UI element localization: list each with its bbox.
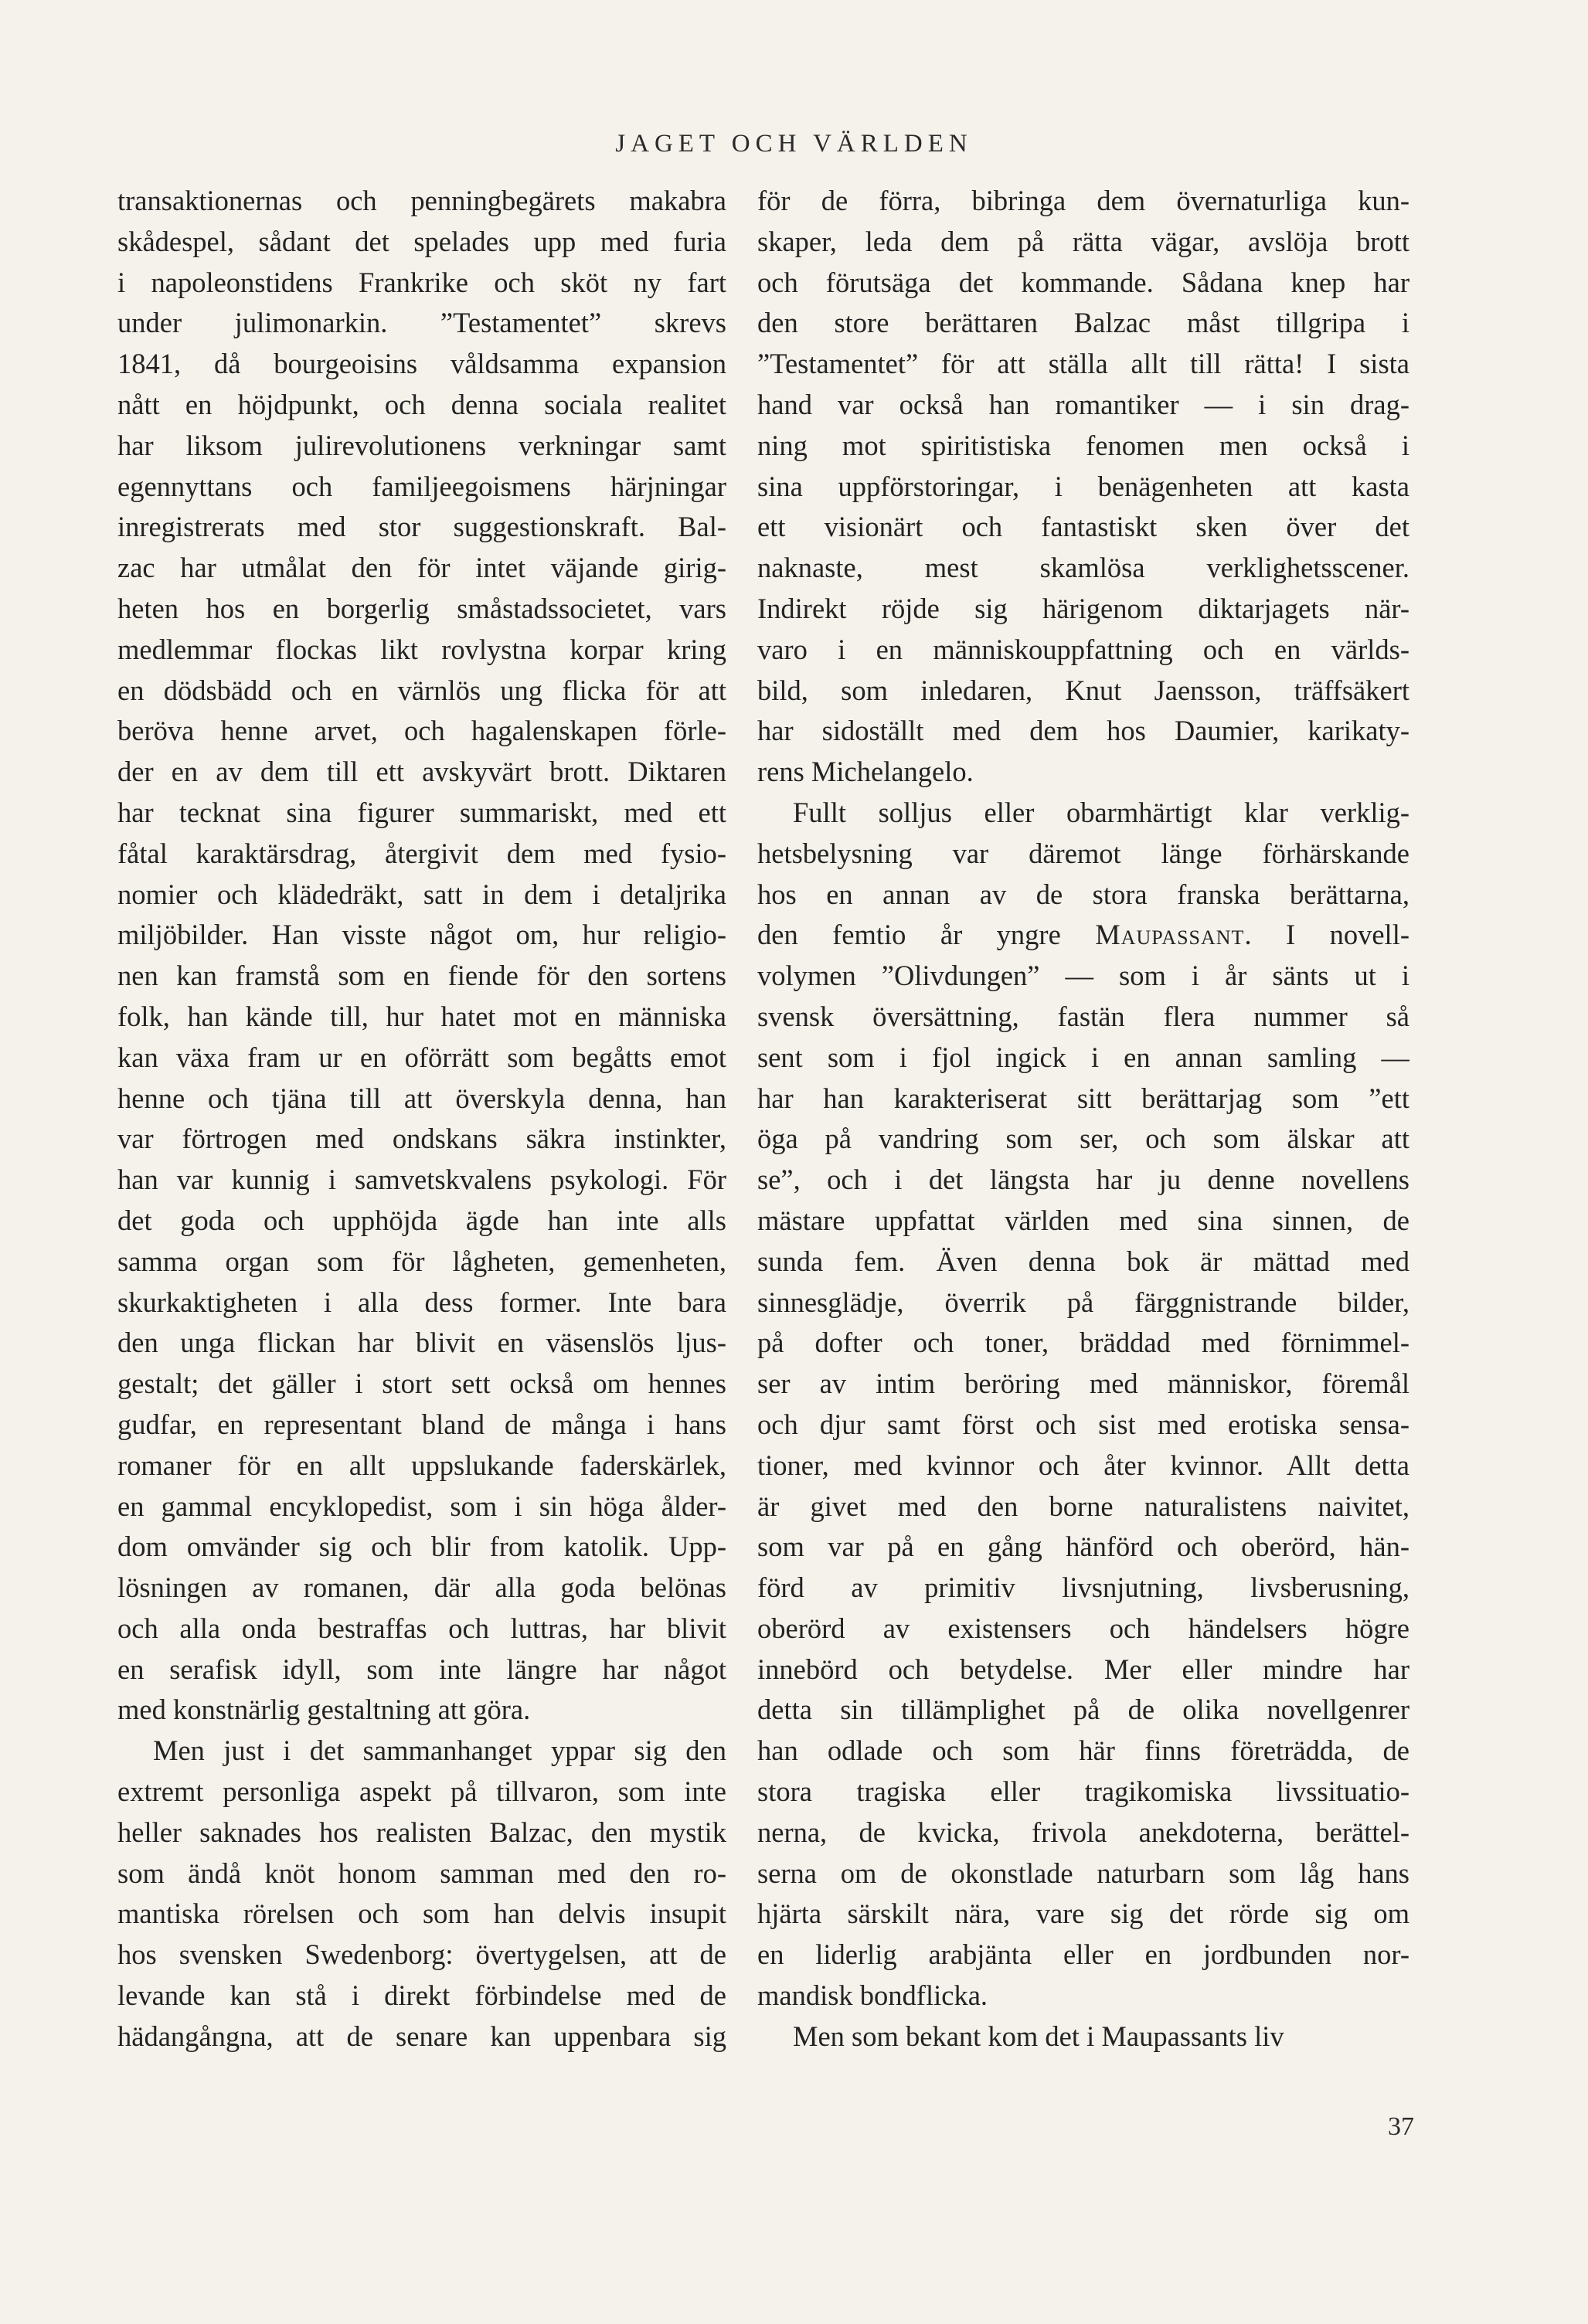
text-line: tioner, med kvinnor och åter kvinnor. Allt detta: [757, 1449, 1409, 1481]
text-line: der en av dem till ett avskyvärt brott. Diktaren: [117, 756, 726, 788]
text-line: se”, och i det längsta har ju denne novellens: [757, 1164, 1409, 1196]
text-line: har sidoställt med dem hos Daumier, karikaty-: [757, 715, 1409, 747]
left-text-column: [117, 181, 726, 2057]
text-line: Men just i det sammanhanget yppar sig den: [153, 1735, 726, 1767]
text-line: kan växa fram ur en oförrätt som begåtts emot: [117, 1041, 726, 1073]
text-line: stora tragiska eller tragikomiska livssituatio-: [757, 1775, 1409, 1808]
text-line: [757, 915, 1409, 956]
text-line: hetsbelysning var däremot länge förhärskande: [757, 837, 1409, 869]
text-line: innebörd och betydelse. Mer eller mindre har: [757, 1653, 1409, 1685]
text-line: heten hos en borgerlig småstadssocietet, vars: [117, 592, 726, 624]
text-line: medlemmar flockas likt rovlystna korpar kring: [117, 633, 726, 665]
text-line: hädangångna, att de senare kan uppenbara sig: [117, 2020, 726, 2052]
text-line: Indirekt röjde sig härigenom diktarjagets när-: [757, 592, 1409, 624]
text-line: Men som bekant kom det i Maupassants liv: [793, 2020, 1284, 2052]
text-line: skaper, leda dem på rätta vägar, avslöja brott: [757, 225, 1409, 257]
text-line: ning mot spiritistiska fenomen men också i: [757, 429, 1409, 461]
text-line: för de förra, bibringa dem övernaturliga kun-: [757, 185, 1409, 216]
text-line: hjärta särskilt nära, vare sig det rörde sig om: [757, 1898, 1409, 1930]
text-line: egennyttans och familjeegoismens härjningar: [117, 470, 726, 502]
text-line: svensk översättning, fastän flera nummer så: [757, 1000, 1409, 1032]
text-line: volymen ”Olivdungen” — som i år sänts ut i: [757, 960, 1409, 992]
text-line: den unga flickan har blivit en väsenslös ljus-: [117, 1327, 726, 1359]
text-line: dom omvänder sig och blir from katolik. Upp-: [117, 1531, 726, 1563]
page-number: 37: [1388, 2112, 1414, 2141]
text-line: skurkaktigheten i alla dess former. Inte bara: [117, 1286, 726, 1318]
text-line: som ändå knöt honom samman med den ro-: [117, 1857, 726, 1889]
text-line: som var på en gång hänförd och oberörd, hän-: [757, 1531, 1409, 1563]
text-line: sunda fem. Även denna bok är mättad med: [757, 1245, 1409, 1277]
text-line: nått en höjdpunkt, och denna sociala realitet: [117, 388, 726, 420]
text-line: hand var också han romantiker — i sin drag-: [757, 388, 1409, 420]
text-line: den store berättaren Balzac måst tillgripa i: [757, 307, 1409, 339]
text-line: han odlade och som här finns företrädda, de: [757, 1735, 1409, 1767]
text-line: sinnesglädje, överrik på färggnistrande bilder,: [757, 1286, 1409, 1318]
text-line: ett visionärt och fantastiskt sken över det: [757, 511, 1409, 543]
text-line: gudfar, en representant bland de många i hans: [117, 1408, 726, 1440]
text-line: och djur samt först och sist med erotiska sensa-: [757, 1408, 1409, 1440]
text-line: mandisk bondflicka.: [757, 1979, 988, 2012]
text-line: bild, som inledaren, Knut Jaensson, träffsäkert: [757, 674, 1409, 706]
text-line: henne och tjäna till att överskyla denna, han: [117, 1082, 726, 1114]
text-line: lösningen av romanen, där alla goda belönas: [117, 1571, 726, 1604]
text-line: folk, han kände till, hur hatet mot en människa: [117, 1000, 726, 1032]
text-line: och förutsäga det kommande. Sådana knep har: [757, 266, 1409, 298]
text-line: rens Michelangelo.: [757, 756, 974, 788]
text-line: transaktionernas och penningbegärets makabra: [117, 185, 726, 216]
text-line: fåtal karaktärsdrag, återgivit dem med fysio-: [117, 837, 726, 869]
text-line: sent som i fjol ingick i en annan samling —: [757, 1041, 1409, 1073]
text-line: serna om de okonstlade naturbarn som låg hans: [757, 1857, 1409, 1889]
text-line: gestalt; det gäller i stort sett också om hennes: [117, 1368, 726, 1400]
text-line: samma organ som för lågheten, gemenheten,: [117, 1245, 726, 1277]
text-line: hos en annan av de stora franska berättarna,: [757, 878, 1409, 910]
text-line: är givet med den borne naturalistens naivitet,: [757, 1490, 1409, 1522]
text-line: under julimonarkin. ”Testamentet” skrevs: [117, 307, 726, 339]
text-line: sina uppförstoringar, i benägenheten att kasta: [757, 470, 1409, 502]
text-line: romaner för en allt uppslukande faderskärlek,: [117, 1449, 726, 1481]
text-line: Fullt solljus eller obarmhärtigt klar verklig-: [793, 796, 1409, 828]
author-name-smallcaps: Maupassant: [1095, 919, 1245, 951]
text-line: nen kan framstå som en fiende för den sortens: [117, 960, 726, 992]
text-line: med konstnärlig gestaltning att göra.: [117, 1694, 531, 1726]
text-line: levande kan stå i direkt förbindelse med de: [117, 1979, 726, 2012]
running-head: JAGET OCH VÄRLDEN: [615, 130, 973, 158]
text-line: och alla onda bestraffas och luttras, har blivit: [117, 1612, 726, 1644]
text-line: i napoleonstidens Frankrike och sköt ny fart: [117, 266, 726, 298]
text-line: skådespel, sådant det spelades upp med furia: [117, 225, 726, 257]
text-line: en dödsbädd och en värnlös ung flicka för att: [117, 674, 726, 706]
text-line: beröva henne arvet, och hagalenskapen förle-: [117, 715, 726, 747]
text-line: oberörd av existensers och händelsers högre: [757, 1612, 1409, 1644]
text-line: ser av intim beröring med människor, föremål: [757, 1368, 1409, 1400]
text-line: mantiska rörelsen och som han delvis insupit: [117, 1898, 726, 1930]
text-fragment: den femtio år yngre: [757, 919, 1096, 951]
text-line: heller saknades hos realisten Balzac, den mystik: [117, 1816, 726, 1848]
text-line: 1841, då bourgeoisins våldsamma expansion: [117, 348, 726, 380]
text-line: en liderlig arabjänta eller en jordbunden nor-: [757, 1938, 1409, 1971]
text-line: en gammal encyklopedist, som i sin höga ålder-: [117, 1490, 726, 1522]
text-line: nerna, de kvicka, frivola anekdoterna, berättel-: [757, 1816, 1409, 1848]
text-line: har liksom julirevolutionens verkningar samt: [117, 429, 726, 461]
text-line: miljöbilder. Han visste något om, hur religio-: [117, 919, 726, 951]
text-line: förd av primitiv livsnjutning, livsberusning,: [757, 1571, 1409, 1604]
text-line: detta sin tillämplighet på de olika novellgenrer: [757, 1694, 1409, 1726]
text-line: extremt personliga aspekt på tillvaron, som inte: [117, 1775, 726, 1808]
text-fragment: . I novell-: [1244, 919, 1409, 951]
text-line: har han karakteriserat sitt berättarjag som ”ett: [757, 1082, 1409, 1114]
text-line: det goda och upphöjda ägde han inte alls: [117, 1204, 726, 1236]
text-line: mästare uppfattat världen med sina sinnen, de: [757, 1204, 1409, 1236]
text-line: ”Testamentet” för att ställa allt till rätta! I sista: [757, 348, 1409, 380]
text-line: var förtrogen med ondskans säkra instinkter,: [117, 1123, 726, 1155]
text-line: en serafisk idyll, som inte längre har något: [117, 1653, 726, 1685]
text-line: varo i en människouppfattning och en världs-: [757, 633, 1409, 665]
text-line: zac har utmålat den för intet väjande girig-: [117, 552, 726, 584]
text-line: naknaste, mest skamlösa verklighetsscener.: [757, 552, 1409, 584]
text-line: har tecknat sina figurer summariskt, med ett: [117, 796, 726, 828]
text-line: på dofter och toner, bräddad med förnimmel-: [757, 1327, 1409, 1359]
text-line: öga på vandring som ser, och som älskar att: [757, 1123, 1409, 1155]
text-line: nomier och klädedräkt, satt in dem i detaljrika: [117, 878, 726, 910]
right-text-column: [757, 181, 1409, 2057]
text-line: han var kunnig i samvetskvalens psykologi. För: [117, 1164, 726, 1196]
text-line: hos svensken Swedenborg: övertygelsen, att de: [117, 1938, 726, 1971]
text-line: inregistrerats med stor suggestionskraft. Bal-: [117, 511, 726, 543]
